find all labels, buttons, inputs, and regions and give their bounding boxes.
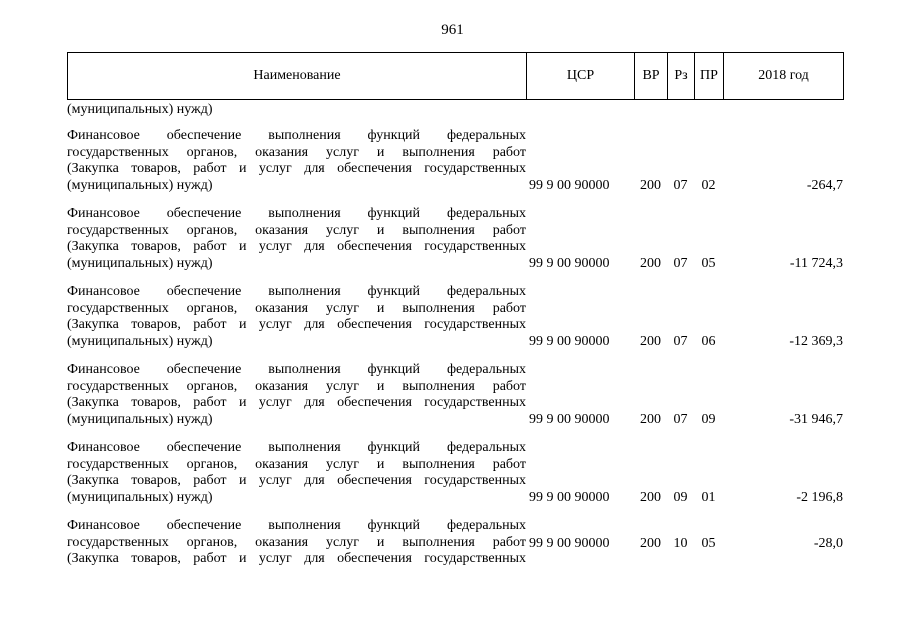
row-name-line: (муниципальных) нужд) xyxy=(67,333,213,349)
row-name xyxy=(67,206,526,272)
row-name xyxy=(67,440,526,506)
row-amount: -12 369,3 xyxy=(789,334,843,349)
row-name-line: Финансовое обеспечение выполнения функций федеральных xyxy=(67,206,526,221)
row-name-line: (муниципальных) нужд) xyxy=(67,411,213,427)
row-csr: 99 9 00 90000 xyxy=(529,490,610,505)
row-name xyxy=(67,284,526,350)
row-name-line: (муниципальных) нужд) xyxy=(67,255,213,271)
row-vr: 200 xyxy=(640,490,661,505)
row-vr: 200 xyxy=(640,178,661,193)
row-name-line: Финансовое обеспечение выполнения функций федеральных xyxy=(67,362,526,377)
row-name-line: (муниципальных) нужд) xyxy=(67,177,213,193)
row-name xyxy=(67,518,526,568)
row-pr: 05 xyxy=(701,256,716,271)
row-amount: -28,0 xyxy=(813,536,843,551)
row-csr: 99 9 00 90000 xyxy=(529,412,610,427)
table-header xyxy=(67,52,844,100)
header-name: Наименование xyxy=(68,53,527,99)
table-row xyxy=(67,206,844,272)
row-name-line: (муниципальных) нужд) xyxy=(67,489,213,505)
row-name-line: государственных органов, оказания услуг и выполнения работ xyxy=(67,378,526,394)
row-vr: 200 xyxy=(640,536,661,551)
header-vr: ВР xyxy=(635,53,668,99)
row-name-line: Финансовое обеспечение выполнения функций федеральных xyxy=(67,128,526,143)
page-number: 961 xyxy=(441,22,464,38)
row-rz: 07 xyxy=(673,256,688,271)
row-csr: 99 9 00 90000 xyxy=(529,536,610,551)
row-pr: 05 xyxy=(701,536,716,551)
row-name-line: государственных органов, оказания услуг и выполнения работ xyxy=(67,534,526,550)
row-name-line: (Закупка товаров, работ и услуг для обеспечения государственных xyxy=(67,239,526,254)
row-csr: 99 9 00 90000 xyxy=(529,334,610,349)
row-pr: 09 xyxy=(701,412,716,427)
row-csr: 99 9 00 90000 xyxy=(529,256,610,271)
row-name-line: (Закупка товаров, работ и услуг для обеспечения государственных xyxy=(67,317,526,332)
header-rz: Рз xyxy=(668,53,695,99)
row-name-line: государственных органов, оказания услуг и выполнения работ xyxy=(67,300,526,316)
row-amount: -11 724,3 xyxy=(789,256,843,271)
table-row xyxy=(67,362,844,428)
row-pr: 06 xyxy=(701,334,716,349)
header-year: 2018 год xyxy=(758,68,809,83)
row-vr: 200 xyxy=(640,412,661,427)
row-name-line: государственных органов, оказания услуг и выполнения работ xyxy=(67,222,526,238)
row-amount: -264,7 xyxy=(806,178,843,193)
table-row xyxy=(67,128,844,194)
row-name-line: Финансовое обеспечение выполнения функций федеральных xyxy=(67,284,526,299)
row-name-line: Финансовое обеспечение выполнения функций федеральных xyxy=(67,518,526,533)
row-amount: -31 946,7 xyxy=(789,412,843,427)
row-name xyxy=(67,128,526,194)
row-csr: 99 9 00 90000 xyxy=(529,178,610,193)
table-row xyxy=(67,440,844,506)
header-pr: ПР xyxy=(695,53,724,99)
row-name-line: (Закупка товаров, работ и услуг для обеспечения государственных xyxy=(67,395,526,410)
row-vr: 200 xyxy=(640,334,661,349)
continuation-text: (муниципальных) нужд) xyxy=(67,102,213,117)
row-name xyxy=(67,362,526,428)
row-rz: 07 xyxy=(673,412,688,427)
row-name-line: (Закупка товаров, работ и услуг для обеспечения государственных xyxy=(67,473,526,488)
row-pr: 01 xyxy=(701,490,716,505)
row-name-line: (Закупка товаров, работ и услуг для обеспечения государственных xyxy=(67,551,526,566)
row-rz: 07 xyxy=(673,178,688,193)
table-row xyxy=(67,518,844,584)
row-pr: 02 xyxy=(701,178,716,193)
row-rz: 10 xyxy=(673,536,688,551)
table-row xyxy=(67,284,844,350)
row-name-line: Финансовое обеспечение выполнения функций федеральных xyxy=(67,440,526,455)
row-name-line: (Закупка товаров, работ и услуг для обеспечения государственных xyxy=(67,161,526,176)
row-name-line: государственных органов, оказания услуг и выполнения работ xyxy=(67,456,526,472)
row-rz: 07 xyxy=(673,334,688,349)
row-rz: 09 xyxy=(673,490,688,505)
row-amount: -2 196,8 xyxy=(796,490,843,505)
row-vr: 200 xyxy=(640,256,661,271)
row-name-line: государственных органов, оказания услуг и выполнения работ xyxy=(67,144,526,160)
header-csr: ЦСР xyxy=(527,53,635,99)
